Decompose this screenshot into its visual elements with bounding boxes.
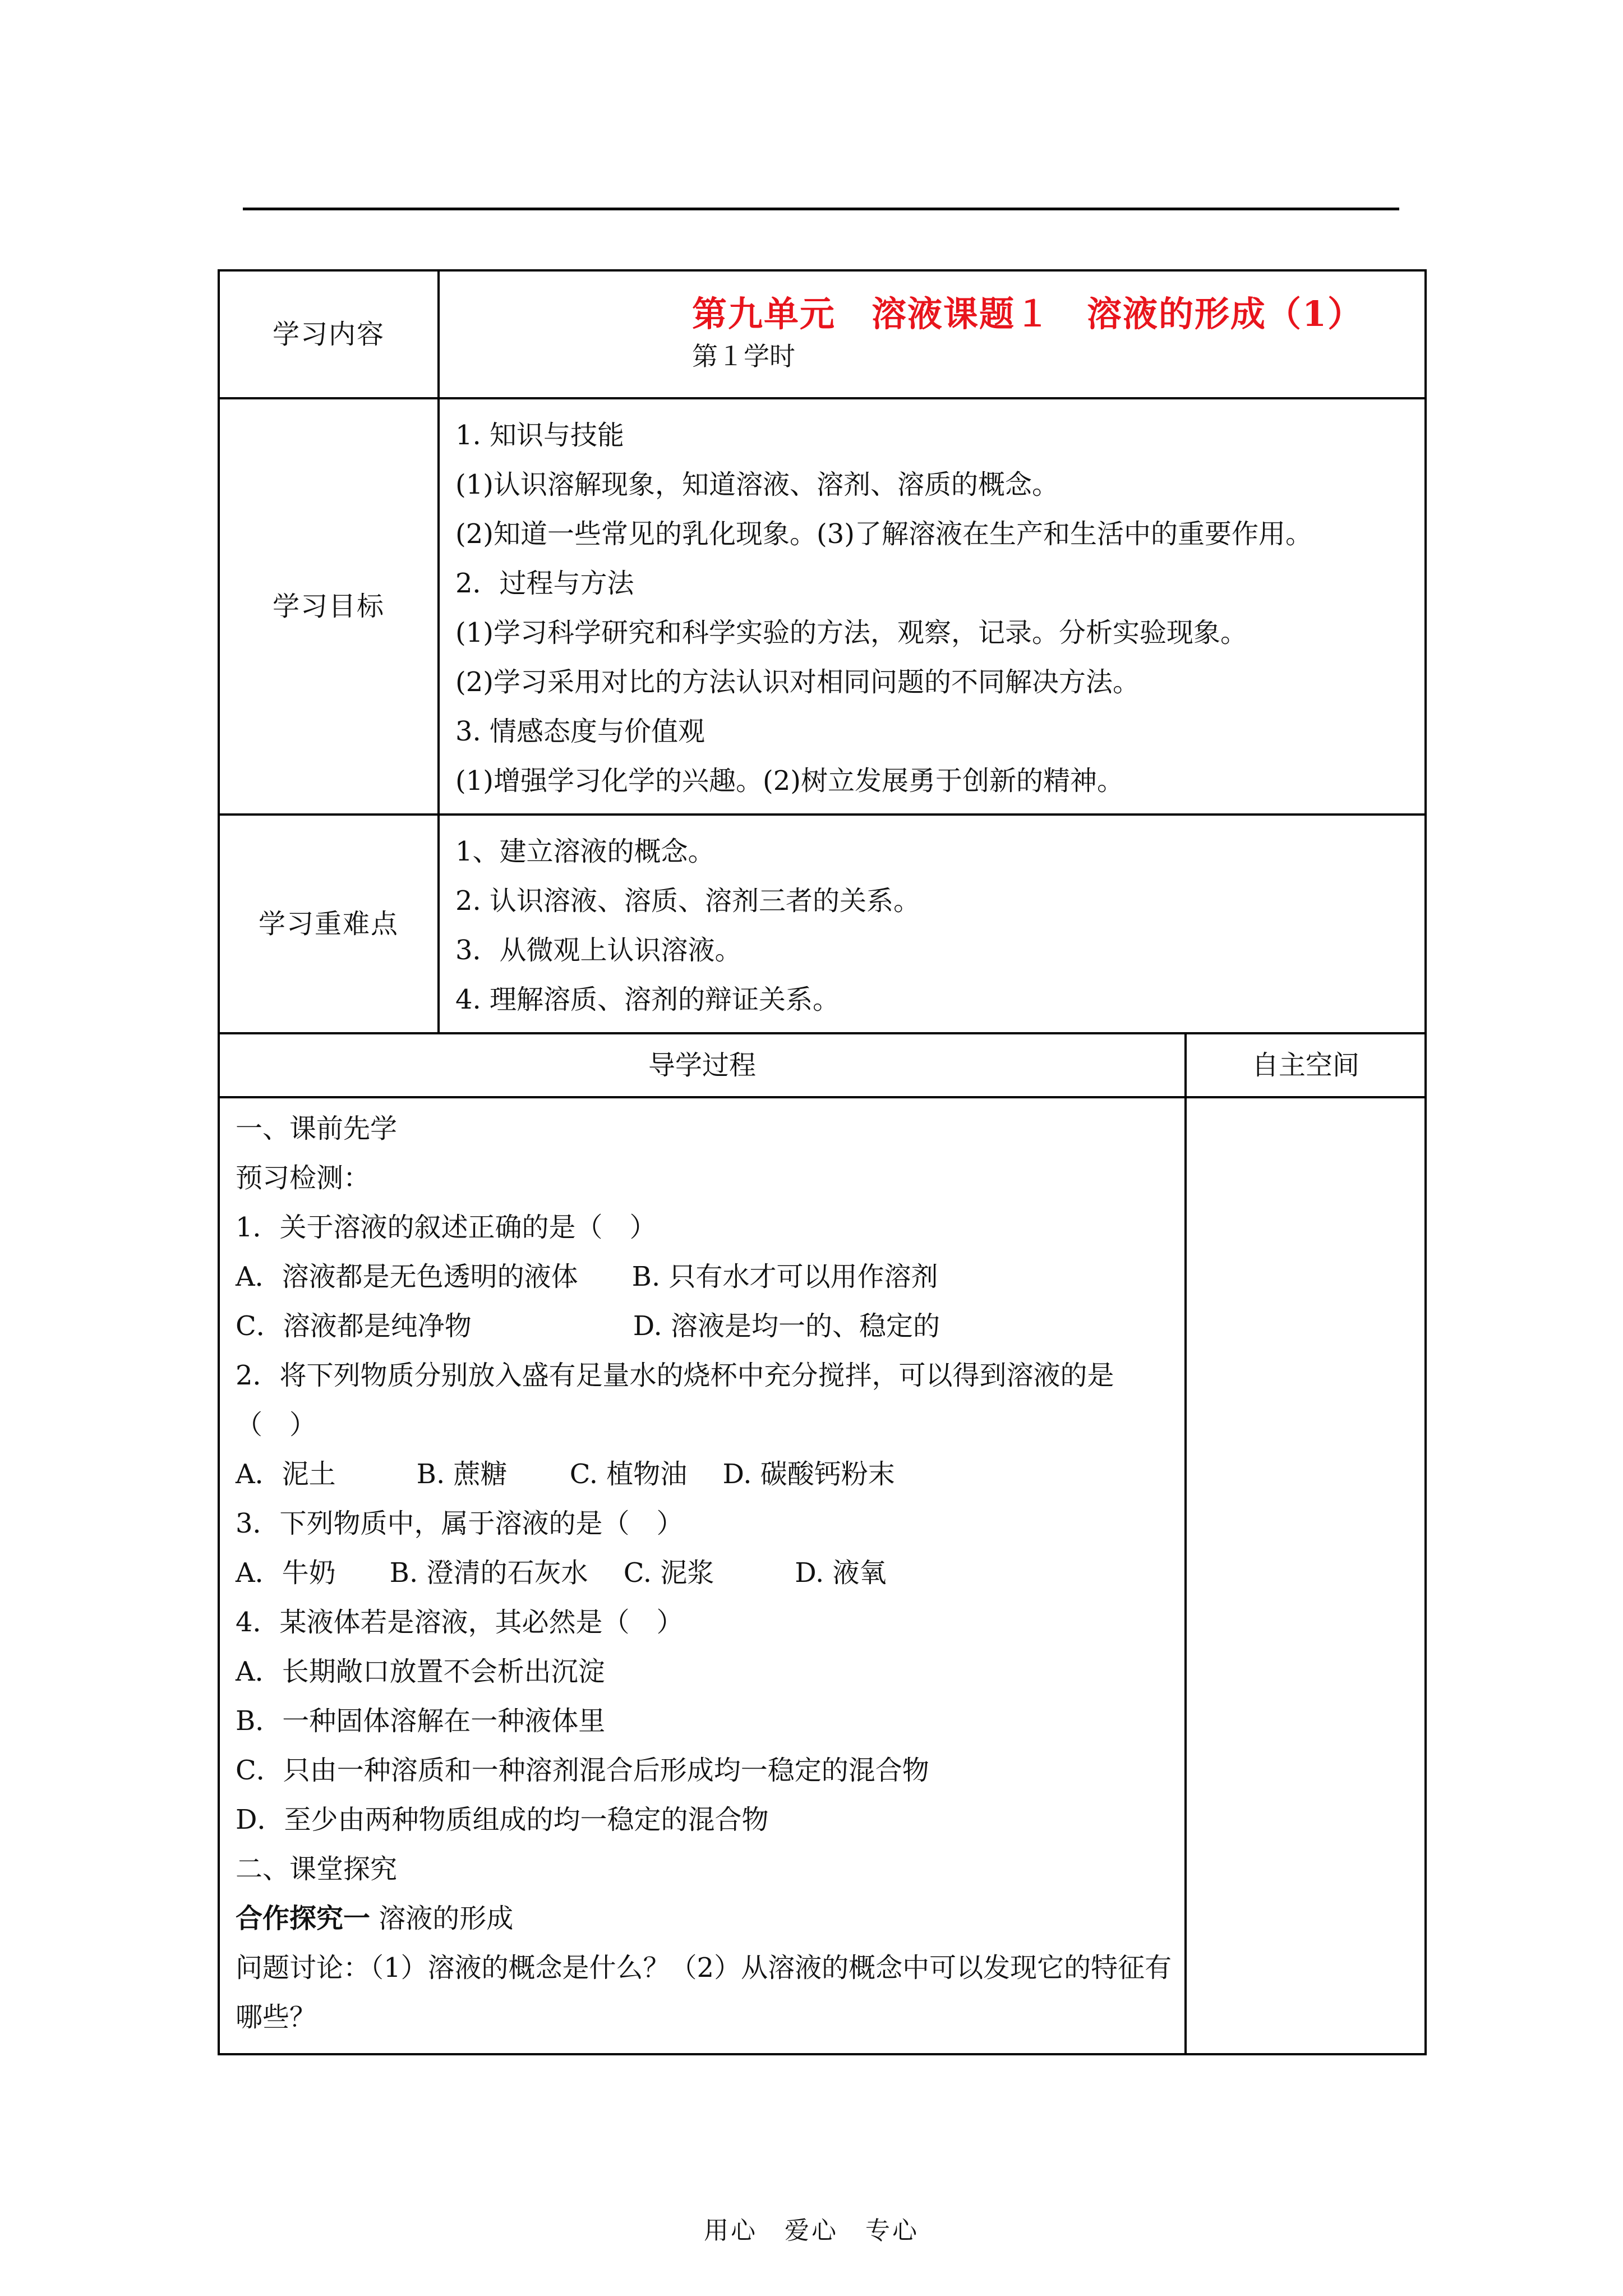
question-4-option-a: A．长期敞口放置不会析出沉淀 — [236, 1656, 605, 1687]
keypoint-line: 1、建立溶液的概念。 — [455, 836, 715, 867]
header-rule — [243, 208, 1399, 210]
process-head-right: 自主空间 — [1186, 1033, 1426, 1097]
lesson-table — [218, 269, 1427, 2055]
question-3: 3．下列物质中，属于溶液的是（ ） — [236, 1508, 684, 1539]
objective-line: 1. 知识与技能 — [455, 420, 625, 451]
inquiry-title: 合作探究一 — [236, 1903, 371, 1934]
page-title: 第九单元 溶液课题１ 溶液的形成（1） — [692, 293, 1364, 334]
notes-space[interactable] — [1186, 1097, 1426, 2054]
keypoints-cell — [439, 815, 1426, 1033]
keypoint-line: 2. 认识溶液、溶质、溶剂三者的关系。 — [455, 885, 921, 917]
process-head-left: 导学过程 — [219, 1033, 1186, 1097]
keypoints-row — [219, 815, 1426, 1033]
question-1-options-ab: A．溶液都是无色透明的液体 B. 只有水才可以用作溶剂 — [236, 1261, 938, 1292]
question-4-option-d: D．至少由两种物质组成的均一稳定的混合物 — [236, 1804, 769, 1835]
question-2: 2．将下列物质分别放入盛有足量水的烧杯中充分搅拌，可以得到溶液的是（ ） — [236, 1360, 1114, 1441]
section-heading: 二、课堂探究 — [236, 1853, 398, 1885]
question-4-option-b: B．一种固体溶解在一种液体里 — [236, 1705, 606, 1737]
discussion-question: 问题讨论：（1）溶液的概念是什么？（2）从溶液的概念中可以发现它的特征有哪些？ — [236, 1952, 1172, 2033]
objectives-label: 学习目标 — [219, 398, 439, 815]
objective-line: 2．过程与方法 — [455, 568, 634, 599]
objective-line: 3. 情感态度与价值观 — [455, 716, 706, 747]
objective-line: (1)学习科学研究和科学实验的方法，观察，记录。分析实验现象。 — [455, 617, 1247, 648]
objective-line: (1)增强学习化学的兴趣。(2)树立发展勇于创新的精神。 — [455, 765, 1124, 797]
content-label: 学习内容 — [219, 270, 439, 398]
objective-line: (2)知道一些常见的乳化现象。(3)了解溶液在生产和生活中的重要作用。 — [455, 518, 1312, 550]
question-4-option-c: C．只由一种溶质和一种溶剂混合后形成均一稳定的混合物 — [236, 1755, 929, 1786]
objective-line: (1)认识溶解现象，知道溶液、溶剂、溶质的概念。 — [455, 469, 1059, 500]
objectives-row — [219, 398, 1426, 815]
process-content — [219, 1097, 1186, 2054]
section-heading: 一、课前先学 — [236, 1113, 398, 1144]
content-row — [219, 270, 1426, 398]
keypoint-line: 3．从微观上认识溶液。 — [455, 935, 742, 966]
question-1-options-cd: C．溶液都是纯净物 D. 溶液是均一的、稳定的 — [236, 1310, 940, 1342]
question-2-options: A．泥土 B. 蔗糖 C. 植物油 D. 碳酸钙粉末 — [236, 1458, 895, 1490]
page-subtitle: 第１学时 — [692, 341, 795, 371]
objectives-cell — [439, 398, 1426, 815]
inquiry-topic: 溶液的形成 — [370, 1903, 514, 1934]
question-4: 4．某液体若是溶液，其必然是（ ） — [236, 1607, 684, 1638]
process-header-row — [219, 1033, 1426, 1097]
preview-label: 预习检测： — [236, 1162, 371, 1194]
keypoint-line: 4. 理解溶质、溶剂的辩证关系。 — [455, 984, 840, 1015]
page-footer: 用心 爱心 专心 — [704, 2216, 919, 2245]
question-3-options: A．牛奶 B. 澄清的石灰水 C. 泥浆 D. 液氧 — [236, 1557, 887, 1589]
inquiry-line — [236, 1894, 1173, 1943]
keypoints-label: 学习重难点 — [219, 815, 439, 1033]
objective-line: (2)学习采用对比的方法认识对相同问题的不同解决方法。 — [455, 666, 1140, 698]
process-body-row — [219, 1097, 1426, 2054]
title-cell — [439, 270, 1426, 398]
question-1: 1．关于溶液的叙述正确的是（ ） — [236, 1212, 657, 1243]
